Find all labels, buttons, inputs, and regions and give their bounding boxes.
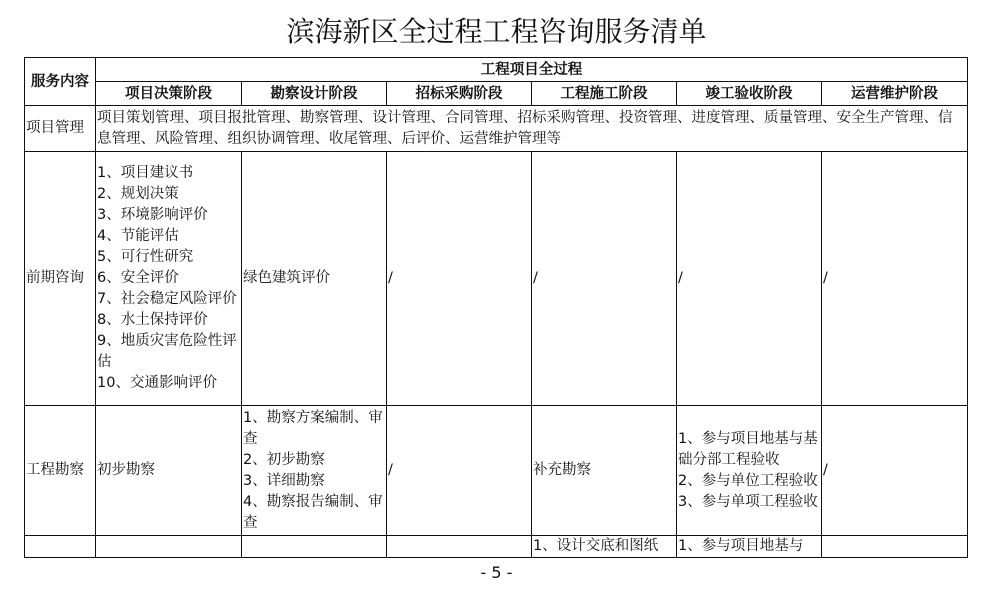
table-cell: 1、项目建议书 2、规划决策 3、环境影响评价 4、节能评估 5、可行性研究 6、安全评价 7、社会稳定风险评价 8、水土保持评价 9、地质灾害危险性评估 10、交通影响评价	[96, 152, 242, 406]
table-cell: /	[532, 152, 677, 406]
row-label: 前期咨询	[25, 152, 96, 406]
stage-header: 竣工验收阶段	[677, 82, 822, 106]
row-label: 工程勘察	[25, 406, 96, 536]
table-cell: 项目策划管理、项目报批管理、勘察管理、设计管理、合同管理、招标采购管理、投资管理、进度管理、质量管理、安全生产管理、信息管理、风险管理、组织协调管理、收尾管理、后评价、运营维护管理等	[96, 106, 968, 152]
table-cell: 1、参与项目地基与基础分部工程验收 2、参与单位工程验收 3、参与单项工程验收	[677, 406, 822, 536]
table-row	[25, 152, 968, 406]
table-row	[25, 106, 968, 152]
table-cell: 绿色建筑评价	[242, 152, 387, 406]
page-title: 滨海新区全过程工程咨询服务清单	[286, 15, 707, 48]
table-cell	[387, 536, 532, 558]
table-cell: 补充勘察	[532, 406, 677, 536]
process-header: 工程项目全过程	[96, 58, 968, 82]
stage-header: 招标采购阶段	[387, 82, 532, 106]
table-cell: /	[387, 406, 532, 536]
table-cell: 1、勘察方案编制、审查 2、初步勘察 3、详细勘察 4、勘察报告编制、审查	[242, 406, 387, 536]
table-cell: /	[677, 152, 822, 406]
service-table	[24, 57, 968, 558]
stage-header: 工程施工阶段	[532, 82, 677, 106]
page-number: - 5 -	[480, 563, 513, 582]
row-label: 项目管理	[25, 106, 96, 152]
table-cell: 1、参与项目地基与	[677, 536, 822, 558]
table-cell: /	[387, 152, 532, 406]
table-cell: /	[822, 406, 968, 536]
stage-header: 项目决策阶段	[96, 82, 242, 106]
table-cell: /	[822, 152, 968, 406]
stage-header: 运营维护阶段	[822, 82, 968, 106]
table-cell: 初步勘察	[96, 406, 242, 536]
row-label	[25, 536, 96, 558]
table-cell: 1、设计交底和图纸	[532, 536, 677, 558]
table-cell	[242, 536, 387, 558]
stage-header: 勘察设计阶段	[242, 82, 387, 106]
table-cell	[822, 536, 968, 558]
table-row	[25, 536, 968, 558]
service-header: 服务内容	[25, 58, 96, 106]
table-row	[25, 406, 968, 536]
table-cell	[96, 536, 242, 558]
